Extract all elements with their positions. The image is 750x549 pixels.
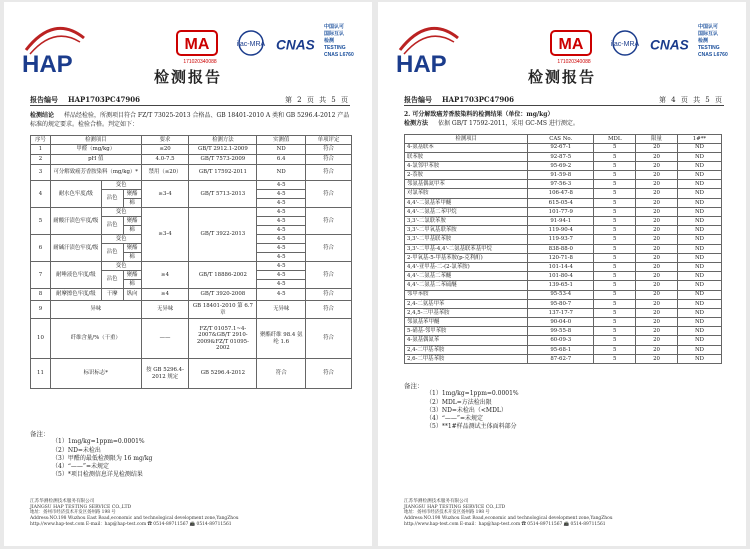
svg-text:ilac-MRA: ilac-MRA <box>610 41 640 48</box>
cnas-caption: 中国认可 国际互认 检测 TESTING CNAS L6760 <box>324 24 354 58</box>
table-row: 沾色 聚酯 4-5 <box>31 271 352 280</box>
svg-text:CNAS: CNAS <box>650 37 689 53</box>
ilac-mra-mark <box>230 30 272 56</box>
results-table <box>30 135 352 389</box>
method: 检测方法 依据 GB/T 17592-2011，采用 GC-MS 进行测定。 <box>404 120 579 127</box>
table-row: 联苯胺 92-87-5 5 20 ND <box>405 152 722 161</box>
page-number: 第 2 页 共 5 页 <box>284 96 348 104</box>
svg-text:CNAS: CNAS <box>276 37 315 53</box>
table-row: 4,4'-二氨基二苯硫醚 139-65-1 5 20 ND <box>405 281 722 290</box>
cma-mark <box>550 30 592 56</box>
table-row: 4-氨基联苯 92-67-1 5 20 ND <box>405 143 722 152</box>
table-row: 沾色 聚酯 4-5 <box>31 244 352 253</box>
table-row: 棉 4-5 <box>31 199 352 208</box>
table-row: 4 耐水色牢度/级 变色 ≥3-4 GB/T 5713-2013 4-5 符合 <box>31 181 352 190</box>
table-header: 序号 检测项目 要求 检测方法 实测值 单项评定 <box>31 136 352 145</box>
table-row: 5-硝基-邻甲苯胺 99-55-8 5 20 ND <box>405 327 722 336</box>
svg-text:HAP: HAP <box>22 51 73 76</box>
amine-results-table <box>404 134 722 364</box>
svg-text:MA: MA <box>558 36 584 53</box>
report-page-2 <box>4 2 372 546</box>
cnas-caption: 中国认可 国际互认 检测 TESTING CNAS L6760 <box>698 24 728 58</box>
table-row: 4,4'-二氨基苯甲醚 615-05-4 5 20 ND <box>405 198 722 207</box>
report-title: 检测报告 <box>153 68 222 86</box>
table-row: 2-萘胺 91-59-8 5 20 ND <box>405 171 722 180</box>
table-row: 2-甲氧基-5-甲基苯胺(p-克利酊) 120-71-8 5 20 ND <box>405 253 722 262</box>
table-row: 3,3'-二甲基-4,4'-二氨基联苯基甲烷 838-88-0 5 20 ND <box>405 244 722 253</box>
table-row: 沾色 聚酯 4-5 <box>31 190 352 199</box>
table-row: 2,4-二甲基苯胺 95-68-1 5 20 ND <box>405 345 722 354</box>
report-number: 报告编号 HAP1703PC47906 <box>30 95 140 104</box>
table-row: 4-氯邻甲苯胺 95-69-2 5 20 ND <box>405 161 722 170</box>
table-row: 8 耐摩擦色牢度/级 干摩 纵向 ≥4 GB/T 3920-2008 4-5 符合 <box>31 289 352 301</box>
table-row: 3,3'-二氯联苯胺 91-94-1 5 20 ND <box>405 217 722 226</box>
table-row: 3,3'-二甲基联苯胺 119-93-7 5 20 ND <box>405 235 722 244</box>
table-row: 棉 4-5 <box>31 253 352 262</box>
footer: 江苏华测检测技术服务有限公司 JIANGSU HAP TESTING SERVICE CO.,LTD 地址：扬州市经济技术开发区扬州路 198 号 Address:NO.198 Wuzhou East Road,economic and technological development zone,YangZhou http://www.hap-test.com E-mail：hap@hap-test.com ☎ 0514-89711567 📠 0514-89711561 <box>404 499 613 527</box>
notes: 备注： （1）1mg/kg=1ppm=0.0001% （2）ND=未检出 （3）甲醛的最低检测限为 16 mg/kg （4）“——”=未规定 （5）*项目检测信息详见检测结果 <box>30 430 153 479</box>
table-header: 检测项目 CAS No. MDL 限量 1#** <box>405 135 722 144</box>
table-row: 10 纤维含量/%（干重） —— FZ/T 01057.1~4-2007&GB/T 2910-2009&FZ/T 01095-2002 聚酯纤维 98.4 氨纶 1.6 符合 <box>31 319 352 359</box>
svg-text:ilac-MRA: ilac-MRA <box>236 41 266 48</box>
cnas-mark <box>276 30 318 56</box>
table-row: 邻氨基苯甲醚 90-04-0 5 20 ND <box>405 318 722 327</box>
table-row: 2,4-二氨基甲苯 95-80-7 5 20 ND <box>405 299 722 308</box>
table-row: 7 耐唾液色牢度/级 变色 ≥4 GB/T 18886-2002 4-5 符合 <box>31 262 352 271</box>
table-row: 4,4'-亚甲基-二-(2-氯苯胺) 101-14-4 5 20 ND <box>405 262 722 271</box>
report-title: 检测报告 <box>527 68 596 86</box>
table-row: 6 耐碱汗渍色牢度/级 变色 4-5 符合 <box>31 235 352 244</box>
cma-code: 171020340088 <box>557 59 591 65</box>
table-row: 对氯苯胺 106-47-8 5 20 ND <box>405 189 722 198</box>
conclusion: 检测结论 样品经检验，所测项目符合 FZ/T 73025-2013 合格品、GB 18401-2010 A 类和 GB 5296.4-2012 产品标准的规定要求。检验合格。判定如下： <box>30 112 350 128</box>
table-row: 4-氨基偶氮苯 60-09-3 5 20 ND <box>405 336 722 345</box>
table-row: 棉 4-5 <box>31 226 352 235</box>
table-row: 1 甲醛（mg/kg） ≤20 GB/T 2912.1-2009 ND 符合 <box>31 145 352 155</box>
table-row: 3,3'-二甲氧基联苯胺 119-90-4 5 20 ND <box>405 226 722 235</box>
table-row: 4,4'-二氨基二苯甲烷 101-77-9 5 20 ND <box>405 207 722 216</box>
table-row: 4,4'-二氨基二苯醚 101-80-4 5 20 ND <box>405 272 722 281</box>
table-row: 11 标识标志* 按 GB 5296.4-2012 规定 GB 5296.4-2012 符合 符合 <box>31 359 352 389</box>
page-number: 第 4 页 共 5 页 <box>658 96 722 104</box>
report-page-4 <box>378 2 746 546</box>
cma-mark <box>176 30 218 56</box>
ilac-mra-mark <box>604 30 646 56</box>
report-number: 报告编号 HAP1703PC47906 <box>404 95 514 104</box>
svg-text:HAP: HAP <box>396 51 447 76</box>
notes: 备注： （1）1mg/kg=1ppm=0.0001% （2）MDL=方法检出限 （3）ND=未检出（<MDL） （4）“——”=未规定 （5）**1#样品测试主体面料部分 <box>404 382 519 431</box>
table-row: 沾色 聚酯 4-5 <box>31 217 352 226</box>
divider <box>30 105 350 106</box>
svg-text:MA: MA <box>184 36 210 53</box>
table-row: 9 异味 无异味 GB 18401-2010 第 6.7 章 无异味 符合 <box>31 301 352 319</box>
table-row: 2,4,5-三甲基苯胺 137-17-7 5 20 ND <box>405 308 722 317</box>
cnas-mark <box>650 30 692 56</box>
table-row: 邻甲苯胺 95-53-4 5 20 ND <box>405 290 722 299</box>
table-row: 2,6-二甲基苯胺 87-62-7 5 20 ND <box>405 354 722 363</box>
footer: 江苏华测检测技术服务有限公司 JIANGSU HAP TESTING SERVICE CO.,LTD 地址：扬州市经济技术开发区扬州路 198 号 Address:NO.198 Wuzhou East Road,economic and technological development zone,YangZhou http://www.hap-test.com E-mail：hap@hap-test.com ☎ 0514-89711567 📠 0514-89711561 <box>30 499 239 527</box>
table-row: 3 可分解致癌芳香胺染料（mg/kg）* 禁用（≤20） GB/T 17592-2011 ND 符合 <box>31 165 352 181</box>
table-row: 棉 4-5 <box>31 280 352 289</box>
cma-code: 171020340088 <box>183 59 217 65</box>
divider <box>404 105 724 106</box>
table-row: 邻氨基偶氮甲苯 97-56-3 5 20 ND <box>405 180 722 189</box>
table-row: 2 pH 值 4.0-7.5 GB/T 7573-2009 6.4 符合 <box>31 155 352 165</box>
table-row: 5 耐酸汗渍色牢度/级 变色 ≥3-4 GB/T 3922-2013 4-5 符合 <box>31 208 352 217</box>
section-title: 2. 可分解致癌芳香胺染料的检测结果（单位：mg/kg） <box>404 111 554 118</box>
